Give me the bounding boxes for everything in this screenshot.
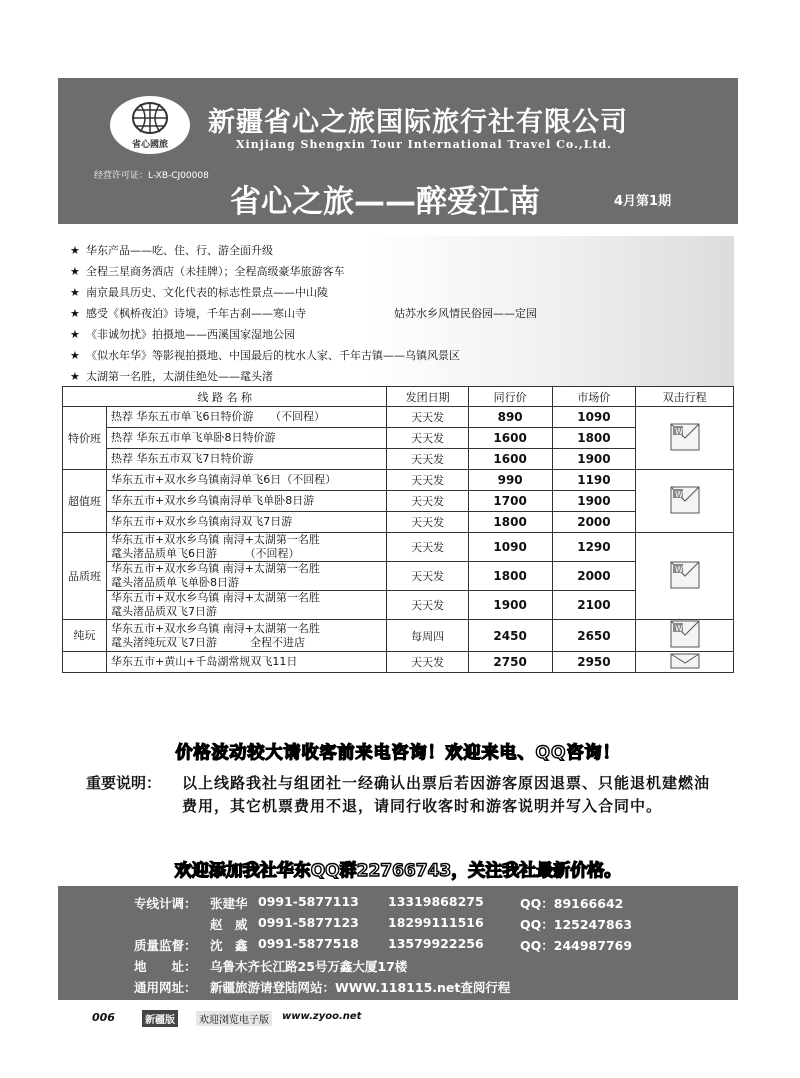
category-special: 特价班 [63, 407, 107, 470]
supervise-label: 质量监督： [134, 938, 197, 953]
feature-item: ★ 《非诚勿扰》拍摄地——西溪国家湿地公园 [70, 328, 295, 341]
route-price-table [62, 386, 734, 673]
table-row [63, 407, 734, 428]
hotline-label: 专线计调： [134, 896, 197, 911]
important-note-label: 重要说明： [86, 774, 162, 792]
footer-promo: 欢迎浏览电子版 [196, 1011, 272, 1026]
table-row [63, 491, 734, 512]
feature-item: ★ 南京最具历史、文化代表的标志性景点——中山陵 [70, 286, 328, 299]
route-name: 热荐 华东五市单飞单卧8日特价游 [106, 428, 386, 449]
category-value: 超值班 [63, 470, 107, 533]
market-price: 1800 [552, 428, 636, 449]
star-icon: ★ [70, 265, 80, 278]
departure-date: 天天发 [387, 591, 468, 620]
website-value[interactable]: 新疆旅游请登陆网站：WWW.118115.net查阅行程 [210, 980, 511, 995]
market-price: 1900 [552, 491, 636, 512]
market-price: 2000 [552, 562, 636, 591]
departure-date: 天天发 [387, 562, 468, 591]
footer-website[interactable]: www.zyoo.net [282, 1011, 362, 1022]
route-name: 华东五市+双水乡乌镇 南浔+太湖第一名胜 鼋头渚品质单飞单卧8日游 [106, 562, 386, 591]
license-number: 经营许可证：L-XB-CJ00008 [94, 171, 209, 181]
page-title: 省心之旅——醉爱江南 [230, 184, 540, 220]
contact-qq: QQ：244987769 [520, 938, 633, 953]
route-name: 华东五市+双水乡乌镇南浔单飞单卧8日游 [106, 491, 386, 512]
address-label: 地 址： [134, 959, 197, 974]
contact-name: 赵 威 [210, 917, 248, 932]
feature-item: ★ 《似水年华》等影视拍摄地、中国最后的枕水人家、千年古镇——乌镇风景区 [70, 349, 460, 362]
market-price: 1090 [552, 407, 636, 428]
word-document-icon[interactable] [670, 486, 700, 514]
market-price: 1190 [552, 470, 636, 491]
company-logo [110, 96, 190, 154]
peer-price: 1700 [468, 491, 552, 512]
route-name: 华东五市+双水乡乌镇南浔单飞6日（不回程） [106, 470, 386, 491]
header-market-price: 市场价 [552, 387, 636, 407]
route-name: 热荐 华东五市双飞7日特价游 [106, 449, 386, 470]
svg-text:W: W [674, 426, 683, 436]
header-banner [58, 78, 738, 224]
market-price: 2100 [552, 591, 636, 620]
svg-text:W: W [674, 624, 683, 633]
star-icon: ★ [70, 370, 80, 383]
peer-price: 2450 [468, 620, 552, 652]
star-icon: ★ [70, 286, 80, 299]
peer-price: 1800 [468, 512, 552, 533]
category-empty [63, 652, 107, 673]
feature-item: ★ 华东产品——吃、住、行、游全面升级 [70, 244, 273, 257]
contact-name: 张建华 [210, 896, 248, 911]
table-row [63, 449, 734, 470]
peer-price: 1090 [468, 533, 552, 562]
market-price: 1290 [552, 533, 636, 562]
contact-phone: 0991-5877123 [258, 915, 359, 930]
header-route: 线 路 名 称 [63, 387, 387, 407]
route-name: 热荐 华东五市单飞6日特价游 （不回程） [106, 407, 386, 428]
header-action: 双击行程 [636, 387, 734, 407]
contact-mobile: 18299111516 [388, 915, 484, 930]
price-notice: 价格波动较大请收客前来电咨询！欢迎来电、QQ咨询！ [175, 743, 621, 763]
peer-price: 1800 [468, 562, 552, 591]
contact-name: 沈 鑫 [210, 938, 248, 953]
address-value: 乌鲁木齐长江路25号万鑫大厦17楼 [210, 959, 408, 974]
market-price: 2000 [552, 512, 636, 533]
page-number: 006 [92, 1011, 115, 1024]
feature-item: ★ 全程三星商务酒店（未挂牌）；全程高级豪华旅游客车 [70, 265, 345, 278]
table-row [63, 512, 734, 533]
table-row [63, 428, 734, 449]
table-row [63, 620, 734, 652]
route-name: 华东五市+双水乡乌镇 南浔+太湖第一名胜 鼋头渚纯玩双飞7日游 全程不进店 [106, 620, 386, 652]
star-icon: ★ [70, 328, 80, 341]
departure-date: 天天发 [387, 449, 468, 470]
important-note-text: 以上线路我社与组团社一经确认出票后若因游客原因退票、只能退机建燃油费用，其它机票费用不退，请同行收客时和游客说明并写入合同中。 [182, 774, 711, 815]
feature-item: ★ 太湖第一名胜，太湖佳绝处——鼋头渚 [70, 370, 273, 383]
market-price: 2950 [552, 652, 636, 673]
contact-mobile: 13319868275 [388, 894, 484, 909]
word-document-icon[interactable] [670, 423, 700, 451]
contact-mobile: 13579922256 [388, 936, 484, 951]
departure-date: 每周四 [387, 620, 468, 652]
peer-price: 890 [468, 407, 552, 428]
contact-phone: 0991-5877113 [258, 894, 359, 909]
route-name: 华东五市+双水乡乌镇南浔双飞7日游 [106, 512, 386, 533]
table-row [63, 652, 734, 673]
contact-phone: 0991-5877518 [258, 936, 359, 951]
company-name-en: Xinjiang Shengxin Tour International Travel Co.,Ltd. [236, 138, 613, 151]
website-label: 通用网址： [134, 980, 197, 995]
contact-qq: QQ：125247863 [520, 917, 633, 932]
svg-text:W: W [674, 489, 683, 499]
departure-date: 天天发 [387, 652, 468, 673]
market-price: 1900 [552, 449, 636, 470]
contact-qq: QQ：89166642 [520, 896, 624, 911]
flyer-page [58, 78, 738, 1000]
peer-price: 990 [468, 470, 552, 491]
itinerary-cell [636, 470, 734, 533]
svg-text:W: W [674, 564, 683, 574]
qq-group-notice: 欢迎添加我社华东QQ群22766743，关注我社最新价格。 [174, 861, 622, 881]
feature-list [62, 236, 734, 386]
route-name: 华东五市+双水乡乌镇 南浔+太湖第一名胜 鼋头渚品质双飞7日游 [106, 591, 386, 620]
market-price: 2650 [552, 620, 636, 652]
table-row [63, 533, 734, 562]
departure-date: 天天发 [387, 491, 468, 512]
itinerary-cell [636, 533, 734, 620]
feature-item-extra: 姑苏水乡风情民俗园——定园 [394, 307, 537, 320]
word-document-icon[interactable] [670, 653, 700, 669]
route-name: 华东五市+双水乡乌镇 南浔+太湖第一名胜 鼋头渚品质单飞6日游 （不回程） [106, 533, 386, 562]
peer-price: 2750 [468, 652, 552, 673]
word-document-icon[interactable] [670, 620, 700, 648]
peer-price: 1600 [468, 428, 552, 449]
itinerary-cell [636, 407, 734, 470]
departure-date: 天天发 [387, 533, 468, 562]
logo-text: 省心國旅 [131, 140, 168, 150]
route-name: 华东五市+黄山+千岛湖常规双飞11日 [106, 652, 386, 673]
star-icon: ★ [70, 244, 80, 257]
edition-badge: 新疆版 [142, 1010, 178, 1027]
table-row [63, 591, 734, 620]
contact-panel [58, 886, 738, 1000]
word-document-icon[interactable] [670, 561, 700, 589]
peer-price: 1600 [468, 449, 552, 470]
issue-label: 4月第1期 [614, 194, 672, 209]
departure-date: 天天发 [387, 470, 468, 491]
feature-item: ★ 感受《枫桥夜泊》诗境，千年古刹——寒山寺 [70, 307, 306, 320]
table-header-row [63, 387, 734, 407]
peer-price: 1900 [468, 591, 552, 620]
itinerary-cell [636, 620, 734, 652]
header-date: 发团日期 [387, 387, 468, 407]
itinerary-cell [636, 652, 734, 673]
header-peer-price: 同行价 [468, 387, 552, 407]
table-row [63, 470, 734, 491]
star-icon: ★ [70, 307, 80, 320]
departure-date: 天天发 [387, 512, 468, 533]
category-quality: 品质班 [63, 533, 107, 620]
category-pure: 纯玩 [63, 620, 107, 652]
star-icon: ★ [70, 349, 80, 362]
table-row [63, 562, 734, 591]
departure-date: 天天发 [387, 407, 468, 428]
company-name-cn: 新疆省心之旅国际旅行社有限公司 [208, 107, 628, 138]
departure-date: 天天发 [387, 428, 468, 449]
